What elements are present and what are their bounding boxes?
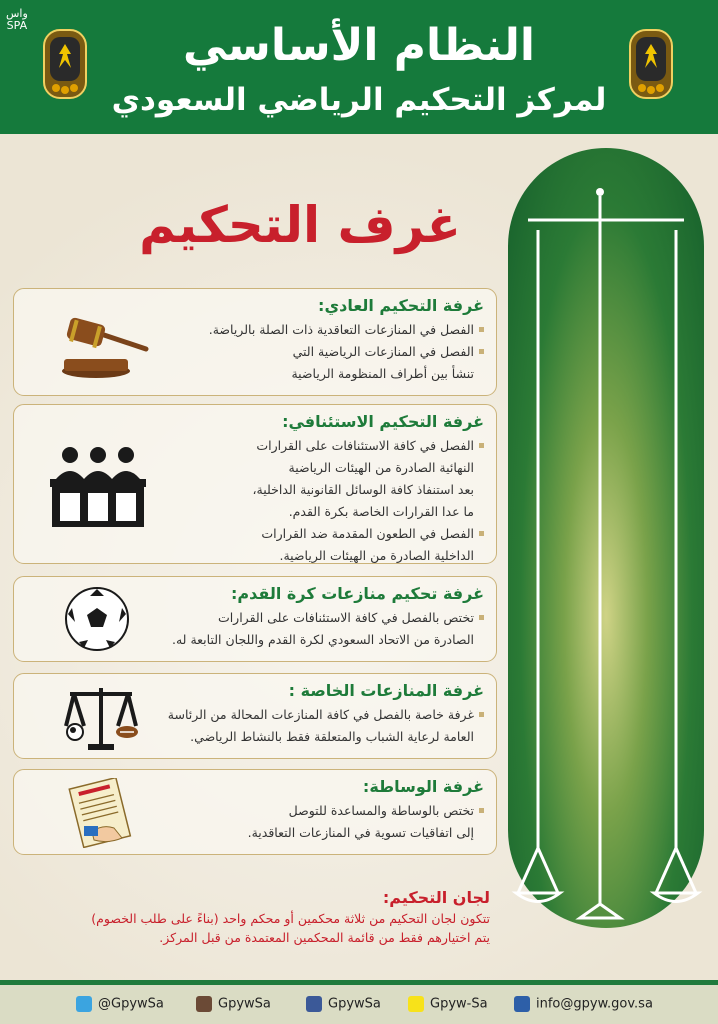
page-subtitle: لمركز التحكيم الرياضي السعودي xyxy=(111,82,607,118)
card-line: تختص بالوساطة والمساعدة للتوصل xyxy=(144,800,484,822)
footer-divider xyxy=(0,980,718,985)
card-title: غرفة التحكيم العادي: xyxy=(318,296,484,315)
committee-line: يتم اختيارهم فقط من قائمة المحكمين المعتمدة من قبل المركز. xyxy=(159,930,490,945)
card-line: ما عدا القرارات الخاصة بكرة القدم. xyxy=(288,504,474,519)
snapchat-icon xyxy=(408,996,424,1012)
facebook-contact[interactable] xyxy=(306,996,381,1012)
card-appeal-arbitration xyxy=(13,404,497,564)
card-title: غرفة تحكيم منازعات كرة القدم: xyxy=(230,584,484,603)
twitter-icon xyxy=(76,996,92,1012)
balance-scale-icon xyxy=(508,148,704,928)
card-ordinary-arbitration xyxy=(13,288,497,396)
card-line: تنشأ بين أطراف المنظومة الرياضية xyxy=(291,366,474,381)
email-contact[interactable] xyxy=(514,996,653,1012)
spa-latin: SPA xyxy=(6,19,28,33)
scales-pillar xyxy=(508,148,704,928)
section-title: غرف التحكيم xyxy=(139,196,461,254)
card-line: الفصل في الطعون المقدمة ضد القرارات xyxy=(144,523,484,545)
arbitration-committees xyxy=(40,888,490,947)
page-title: النظام الأساسي xyxy=(183,20,535,71)
card-line: الفصل في المنازعات التعاقدية ذات الصلة بالرياضة. xyxy=(144,319,484,341)
snapchat-handle: Gpyw-Sa xyxy=(430,996,488,1012)
card-line: الصادرة من الاتحاد السعودي لكرة القدم واللجان التابعة له. xyxy=(171,632,474,647)
committee-line: تتكون لجان التحكيم من ثلاثة محكمين أو محكم واحد (بناءً على طلب الخصوم) xyxy=(91,911,490,926)
twitter-contact[interactable] xyxy=(76,996,164,1012)
soccer-ball-icon xyxy=(64,586,130,652)
footer-contacts xyxy=(0,980,718,1024)
twitter-handle: @GpywSa xyxy=(98,996,164,1012)
email-address: info@gpyw.gov.sa xyxy=(536,996,653,1012)
card-special-disputes xyxy=(13,673,497,759)
contract-icon xyxy=(66,778,138,848)
card-line: الداخلية الصادرة من الهيئات الرياضية. xyxy=(279,548,474,563)
facebook-icon xyxy=(306,996,322,1012)
card-line: النهائية الصادرة من الهيئات الرياضية xyxy=(288,460,474,475)
instagram-contact[interactable] xyxy=(196,996,271,1012)
instagram-icon xyxy=(196,996,212,1012)
judges-panel-icon xyxy=(48,443,148,529)
card-line: إلى اتفاقيات تسوية في المنازعات التعاقدية. xyxy=(247,825,474,840)
spa-arabic: واس xyxy=(6,7,28,20)
card-title: غرفة الوساطة: xyxy=(362,777,484,796)
card-title: غرفة التحكيم الاستئنافي: xyxy=(282,412,484,431)
facebook-handle: GpywSa xyxy=(328,996,381,1012)
card-line: بعد استنفاذ كافة الوسائل القانونية الداخلية، xyxy=(252,482,474,497)
card-football-disputes xyxy=(13,576,497,662)
card-mediation xyxy=(13,769,497,855)
gavel-icon xyxy=(54,299,150,383)
card-line: الفصل في كافة الاستئنافات على القرارات xyxy=(144,435,484,457)
snapchat-contact[interactable] xyxy=(408,996,488,1012)
card-line: غرفة خاصة بالفصل في كافة المنازعات المحالة من الرئاسة xyxy=(144,704,484,726)
card-line: الفصل في المنازعات الرياضية التي xyxy=(144,341,484,363)
instagram-handle: GpywSa xyxy=(218,996,271,1012)
card-title: غرفة المنازعات الخاصة : xyxy=(288,681,484,700)
sports-scale-icon xyxy=(62,680,140,754)
card-line: تختص بالفصل في كافة الاستئنافات على القرارات xyxy=(144,607,484,629)
email-icon xyxy=(514,996,530,1012)
header-banner xyxy=(0,0,718,134)
committee-title: لجان التحكيم: xyxy=(382,888,490,907)
card-line: العامة لرعاية الشباب والمتعلقة فقط بالنشاط الرياضي. xyxy=(190,729,474,744)
